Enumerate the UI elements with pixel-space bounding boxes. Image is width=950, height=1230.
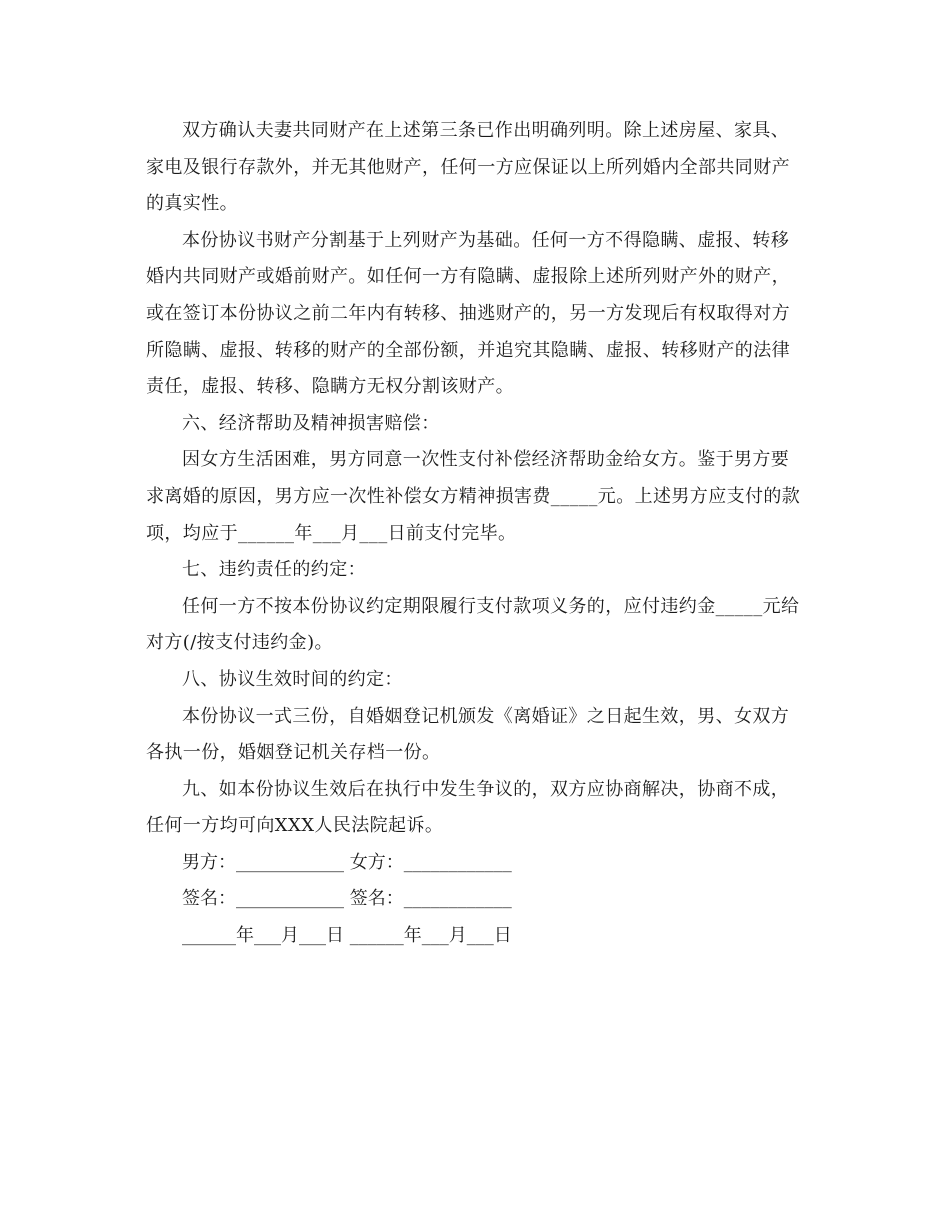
paragraph-effective bbox=[146, 699, 810, 772]
text-line: 七、违约责任的约定： bbox=[182, 559, 366, 581]
text-line: 六、经济帮助及精神损害赔偿： bbox=[182, 412, 440, 434]
paragraph-dispute bbox=[146, 772, 810, 845]
section-heading-seven bbox=[146, 552, 810, 589]
text-line: 家电及银行存款外，并无其他财产，任何一方应保证以上所列婚内全部共同财产 bbox=[146, 156, 790, 178]
paragraph-economic-help bbox=[146, 442, 810, 552]
paragraph-breach bbox=[146, 589, 810, 662]
signature-names-row: 签名：____________ 签名：____________ bbox=[182, 888, 512, 910]
paragraph-property-confirmation bbox=[146, 113, 810, 223]
section-heading-eight bbox=[146, 662, 810, 699]
text-line: 任何一方均可向XXX人民法院起诉。 bbox=[146, 815, 444, 837]
text-line: 各执一份，婚姻登记机关存档一份。 bbox=[146, 742, 441, 764]
text-line: 或在签订本份协议之前二年内有转移、抽逃财产的，另一方发现后有权取得对方 bbox=[146, 302, 790, 324]
signature-parties-row: 男方：____________ 女方：____________ bbox=[182, 851, 512, 873]
text-line: 求离婚的原因，男方应一次性补偿女方精神损害费_____元。上述男方应支付的款 bbox=[146, 485, 801, 507]
text-line: 因女方生活困难，男方同意一次性支付补偿经济帮助金给女方。鉴于男方要 bbox=[182, 449, 790, 471]
text-line: 所隐瞒、虚报、转移的财产的全部份额，并追究其隐瞒、虚报、转移财产的法律 bbox=[146, 339, 790, 361]
text-line: 对方(/按支付违约金)。 bbox=[146, 632, 333, 654]
text-line: 任何一方不按本份协议约定期限履行支付款项义务的，应付违约金_____元给 bbox=[182, 595, 800, 617]
signature-dates-row: ______年___月___日 ______年___月___日 bbox=[182, 925, 512, 947]
text-line: 责任，虚报、转移、隐瞒方无权分割该财产。 bbox=[146, 376, 514, 398]
text-line: 的真实性。 bbox=[146, 193, 238, 215]
text-line: 本份协议一式三份，自婚姻登记机颁发《离婚证》之日起生效，男、女双方 bbox=[182, 705, 790, 727]
section-heading-six bbox=[146, 406, 810, 443]
text-line: 双方确认夫妻共同财产在上述第三条已作出明确列明。除上述房屋、家具、 bbox=[182, 120, 790, 141]
text-line: 本份协议书财产分割基于上列财产为基础。任何一方不得隐瞒、虚报、转移 bbox=[182, 229, 790, 251]
text-line: 八、协议生效时间的约定： bbox=[182, 668, 403, 690]
text-line: 婚内共同财产或婚前财产。如任何一方有隐瞒、虚报除上述所列财产外的财产， bbox=[146, 266, 790, 288]
text-line: 项，均应于______年___月___日前支付完毕。 bbox=[146, 522, 517, 544]
text-line: 九、如本份协议生效后在执行中发生争议的，双方应协商解决，协商不成， bbox=[182, 778, 790, 800]
document-body bbox=[146, 113, 810, 955]
paragraph-property-division bbox=[146, 223, 810, 406]
